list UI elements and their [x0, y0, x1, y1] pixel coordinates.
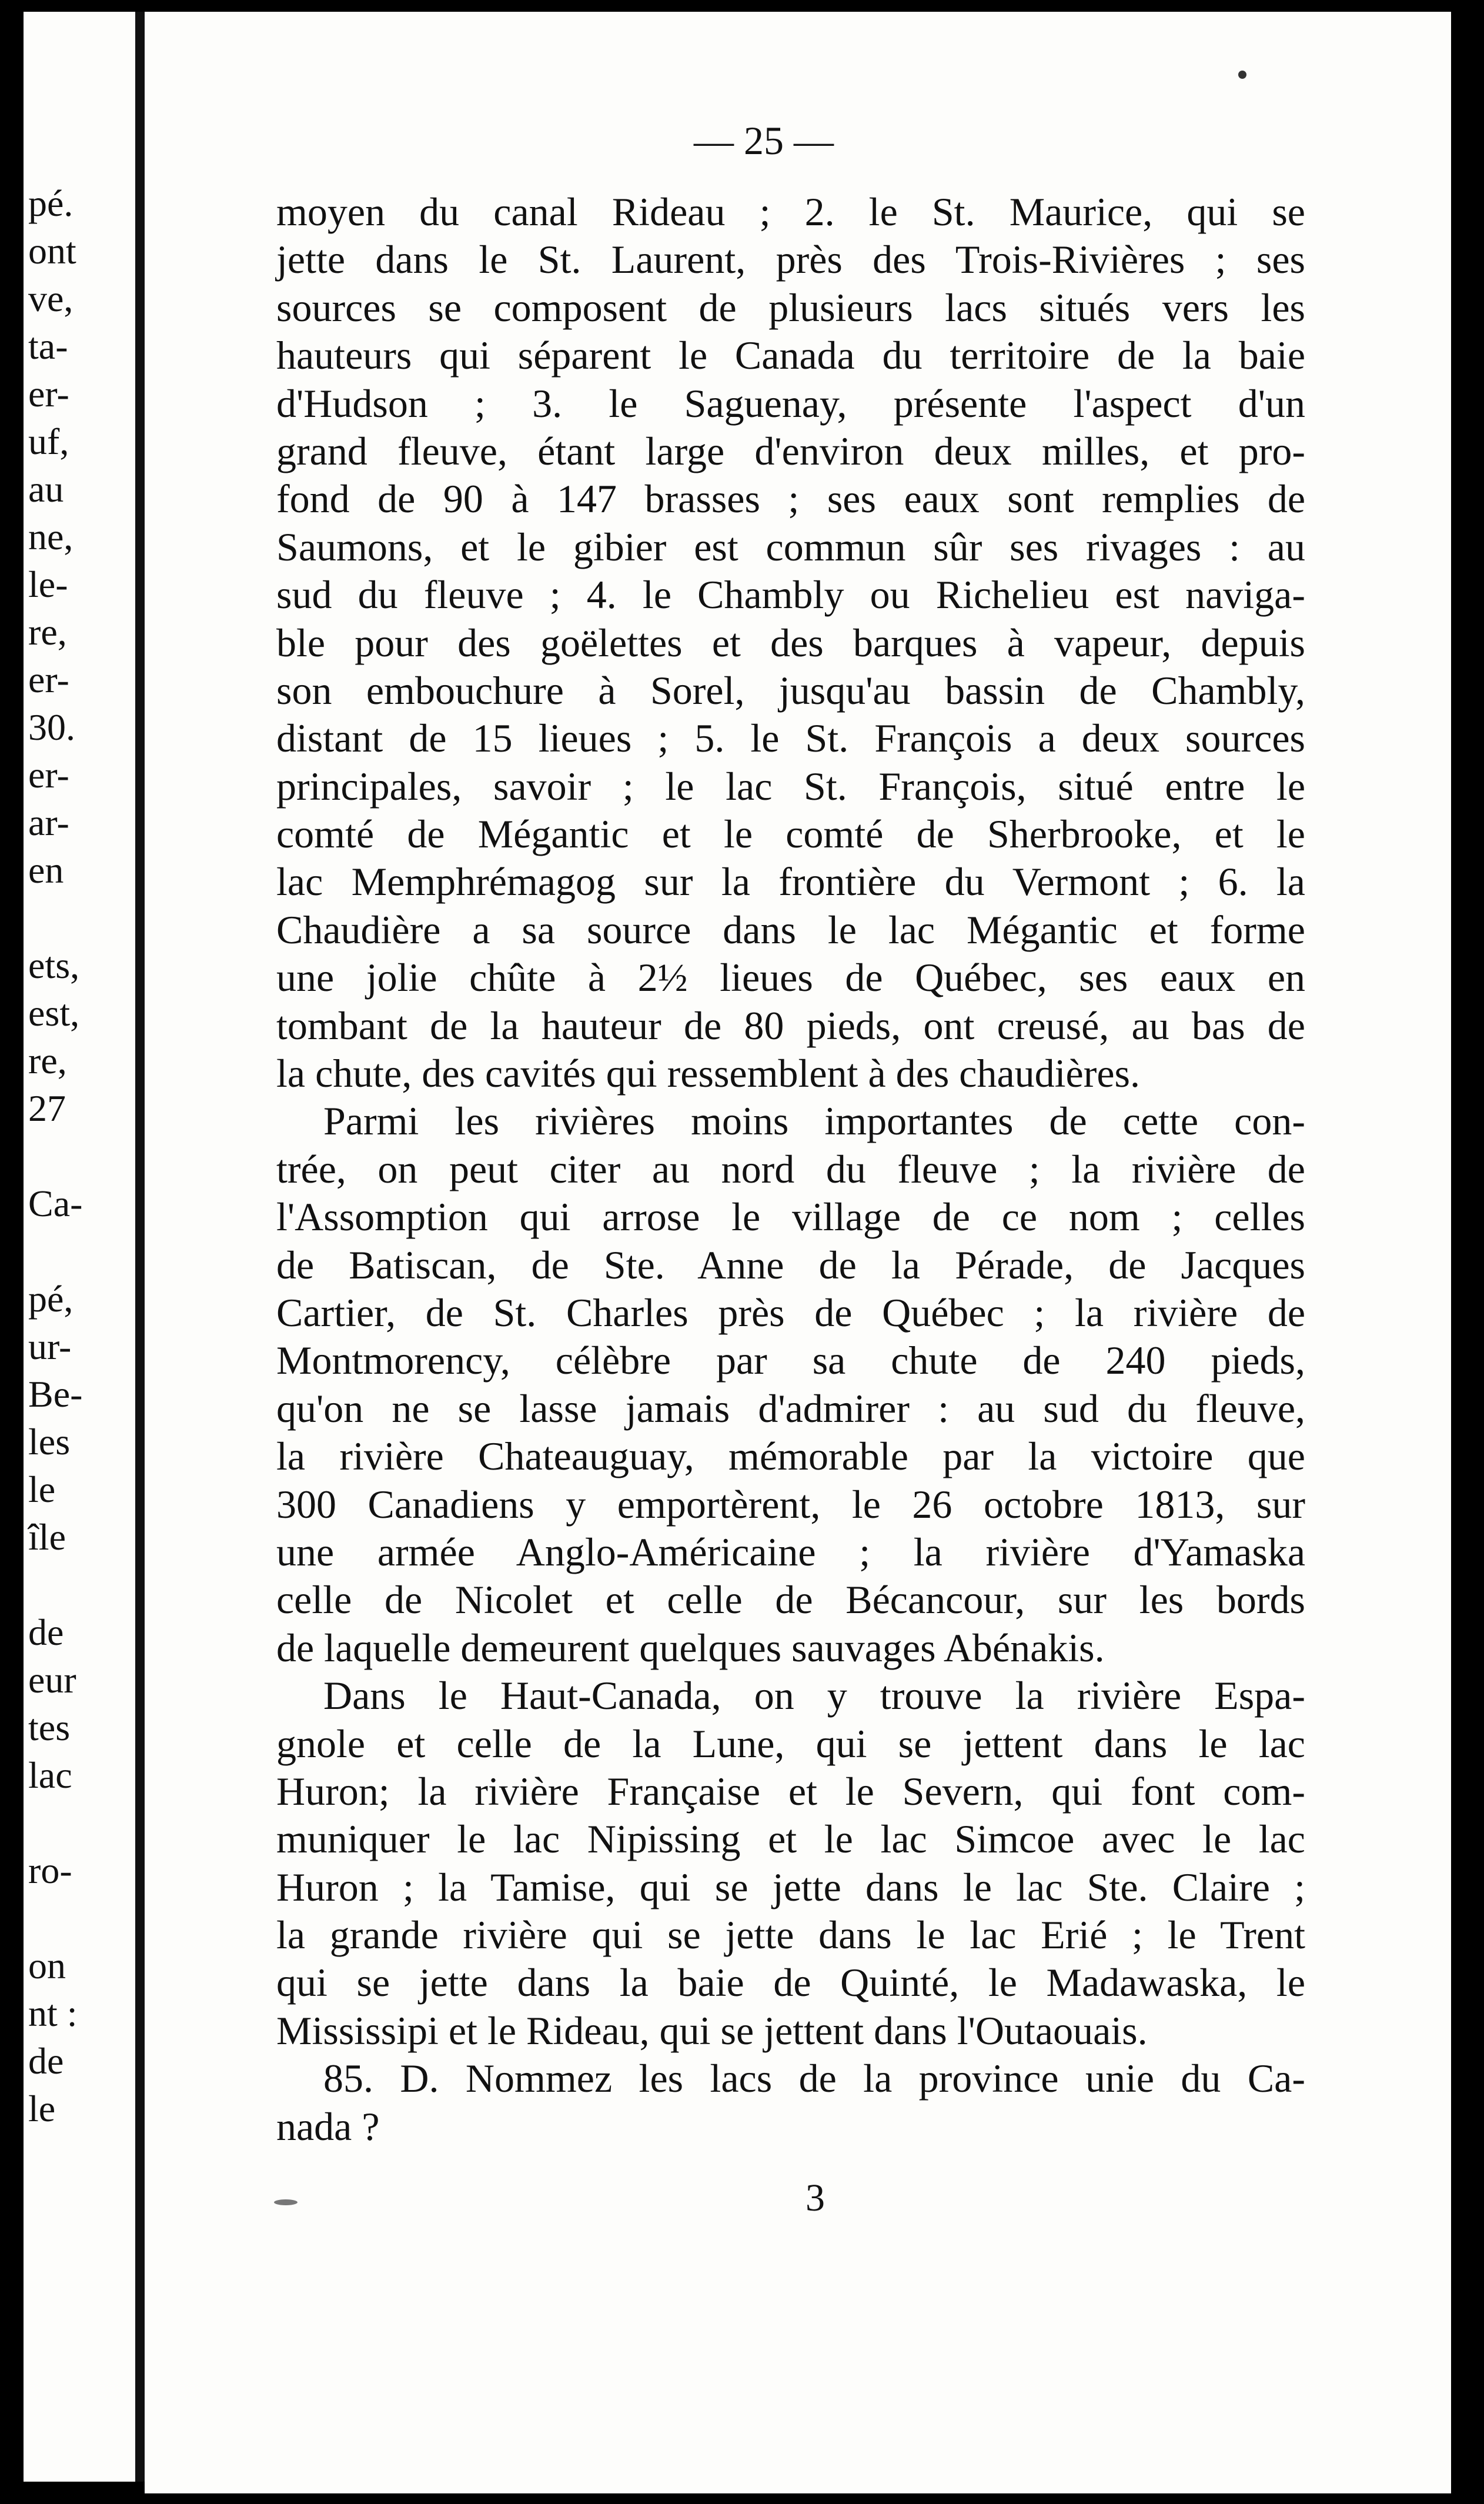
text-line: comté de Mégantic et le comté de Sherbrooke, et le	[276, 812, 1305, 857]
text-line: de Batiscan, de Ste. Anne de la Pérade, de Jacques	[276, 1242, 1305, 1287]
facing-page-fragments	[28, 179, 134, 2132]
facing-page-fragment	[28, 1132, 134, 1180]
text-line: Parmi les rivières moins importantes de cette con-	[323, 1099, 1305, 1144]
text-line: muniquer le lac Nipissing et le lac Simcoe avec le lac	[276, 1817, 1305, 1862]
facing-page-fragment: on	[28, 1945, 66, 1986]
text-line: l'Assomption qui arrose le village de ce nom ; celles	[276, 1194, 1305, 1240]
facing-page-fragment: Ca-	[28, 1183, 83, 1224]
facing-page-fragment: le-	[28, 563, 68, 605]
text-line: principales, savoir ; le lac St. François, situé entre le	[276, 763, 1305, 809]
book-spine-shadow	[0, 0, 24, 2492]
facing-page-fragment	[28, 1561, 134, 1608]
facing-page-fragment: er-	[28, 754, 69, 796]
text-line: Dans le Haut-Canada, on y trouve la rivière Espa-	[323, 1673, 1305, 1718]
text-line: trée, on peut citer au nord du fleuve ; la rivière de	[276, 1146, 1305, 1191]
facing-page-fragment: pé,	[28, 1278, 73, 1320]
text-line: Huron ; la Tamise, qui se jette dans le lac Ste. Claire ;	[276, 1864, 1305, 1909]
facing-page-fragment: ur-	[28, 1326, 72, 1367]
facing-page-fragment: ont	[28, 230, 76, 272]
text-line: qui se jette dans la baie de Quinté, le Madawaska, le	[276, 1960, 1305, 2005]
text-line: Montmorency, célèbre par sa chute de 240 pieds,	[276, 1338, 1305, 1383]
text-line: moyen du canal Rideau ; 2. le St. Maurice, qui se	[276, 189, 1305, 234]
text-line: Cartier, de St. Charles près de Québec ; la rivière de	[276, 1290, 1305, 1335]
text-line: grand fleuve, étant large d'environ deux milles, et pro-	[276, 428, 1305, 473]
text-line: d'Hudson ; 3. le Saguenay, présente l'aspect d'un	[276, 380, 1305, 426]
body-text	[276, 188, 1305, 2151]
text-line: une jolie chûte à 2½ lieues de Québec, ses eaux en	[276, 955, 1305, 1000]
text-line: tombant de la hauteur de 80 pieds, ont creusé, au bas de	[276, 1003, 1305, 1048]
ink-speck	[274, 2199, 298, 2205]
facing-page-fragment	[28, 1799, 134, 1847]
text-line: la grande rivière qui se jette dans le lac Erié ; le Trent	[276, 1912, 1305, 1958]
text-line: une armée Anglo-Américaine ; la rivière d'Yamaska	[276, 1529, 1305, 1574]
facing-page-fragment: en	[28, 849, 64, 891]
text-line: Chaudière a sa source dans le lac Mégantic et forme	[276, 907, 1305, 952]
facing-page-fragment: île	[28, 1516, 66, 1558]
page-gutter	[135, 12, 145, 2482]
facing-page-fragment: ar-	[28, 802, 69, 843]
facing-page-fragment: Be-	[28, 1373, 83, 1415]
facing-page-fragment: 30.	[28, 706, 75, 748]
facing-page-fragment: ta-	[28, 325, 68, 367]
facing-page-fragment	[28, 1894, 134, 1942]
facing-page-fragment: le	[28, 2088, 56, 2129]
facing-page-fragment: de	[28, 1611, 64, 1653]
facing-page-fragment: lac	[28, 1754, 72, 1796]
facing-page-fragment: tes	[28, 1707, 71, 1748]
facing-page-fragment: 27	[28, 1087, 66, 1129]
text-line: de laquelle demeurent quelques sauvages Abénakis.	[276, 1625, 1105, 1670]
text-line: celle de Nicolet et celle de Bécancour, sur les bords	[276, 1577, 1305, 1622]
text-line: Mississipi et le Rideau, qui se jettent dans l'Outaouais.	[276, 2008, 1148, 2053]
facing-page-fragment: ve,	[28, 278, 73, 319]
facing-page-fragment: est,	[28, 992, 80, 1034]
facing-page-fragment: pé.	[28, 182, 73, 224]
facing-page-fragment: les	[28, 1421, 71, 1463]
facing-page-fragment	[28, 894, 134, 941]
text-line: 300 Canadiens y emportèrent, le 26 octobre 1813, sur	[276, 1481, 1305, 1527]
facing-page-fragment: ro-	[28, 1849, 72, 1891]
text-line: hauteurs qui séparent le Canada du territoire de la baie	[276, 333, 1305, 378]
text-line: fond de 90 à 147 brasses ; ses eaux sont remplies de	[276, 476, 1305, 522]
facing-page-fragment: eur	[28, 1659, 76, 1701]
facing-page-fragment: er-	[28, 659, 69, 700]
text-line: ble pour des goëlettes et des barques à vapeur, depuis	[276, 620, 1305, 665]
facing-page-fragment: uf,	[28, 420, 69, 462]
facing-page-fragment: de	[28, 2040, 64, 2082]
text-line: Saumons, et le gibier est commun sûr ses rivages : au	[276, 524, 1305, 569]
facing-page-fragment: au	[28, 468, 64, 510]
facing-page-fragment: nt :	[28, 1992, 78, 2034]
text-line: sources se composent de plusieurs lacs situés vers les	[276, 285, 1305, 330]
text-line: son embouchure à Sorel, jusqu'au bassin de Chambly,	[276, 667, 1305, 713]
facing-page-fragment: er-	[28, 373, 69, 415]
ink-speck	[1238, 71, 1246, 79]
facing-page-edge	[24, 12, 135, 2482]
facing-page-fragment	[28, 1227, 134, 1275]
facing-page-fragment: re,	[28, 1040, 67, 1081]
text-line: la rivière Chateauguay, mémorable par la victoire que	[276, 1434, 1305, 1479]
text-line: nada ?	[276, 2104, 380, 2149]
facing-page-fragment: ets,	[28, 944, 80, 986]
text-line: la chute, des cavités qui ressemblent à des chaudières.	[276, 1051, 1141, 1096]
text-line: Huron; la rivière Française et le Severn, qui font com-	[276, 1768, 1305, 1814]
text-line: gnole et celle de la Lune, qui se jettent dans le lac	[276, 1721, 1305, 1766]
facing-page-fragment: re,	[28, 611, 67, 653]
text-line: qu'on ne se lasse jamais d'admirer : au sud du fleuve,	[276, 1385, 1305, 1431]
text-line: 85. D. Nommez les lacs de la province unie du Ca-	[323, 2056, 1305, 2101]
signature-mark: 3	[805, 2176, 825, 2219]
text-line: sud du fleuve ; 4. le Chambly ou Richelieu est naviga-	[276, 572, 1305, 617]
text-line: jette dans le St. Laurent, près des Trois-Rivières ; ses	[276, 237, 1305, 282]
text-line: distant de 15 lieues ; 5. le St. François a deux sources	[276, 716, 1305, 761]
book-page	[145, 12, 1451, 2493]
text-line: lac Memphrémagog sur la frontière du Vermont ; 6. la	[276, 859, 1305, 904]
facing-page-fragment: ne,	[28, 516, 73, 557]
facing-page-fragment: le	[28, 1468, 56, 1510]
page-number: — 25 —	[694, 118, 834, 163]
